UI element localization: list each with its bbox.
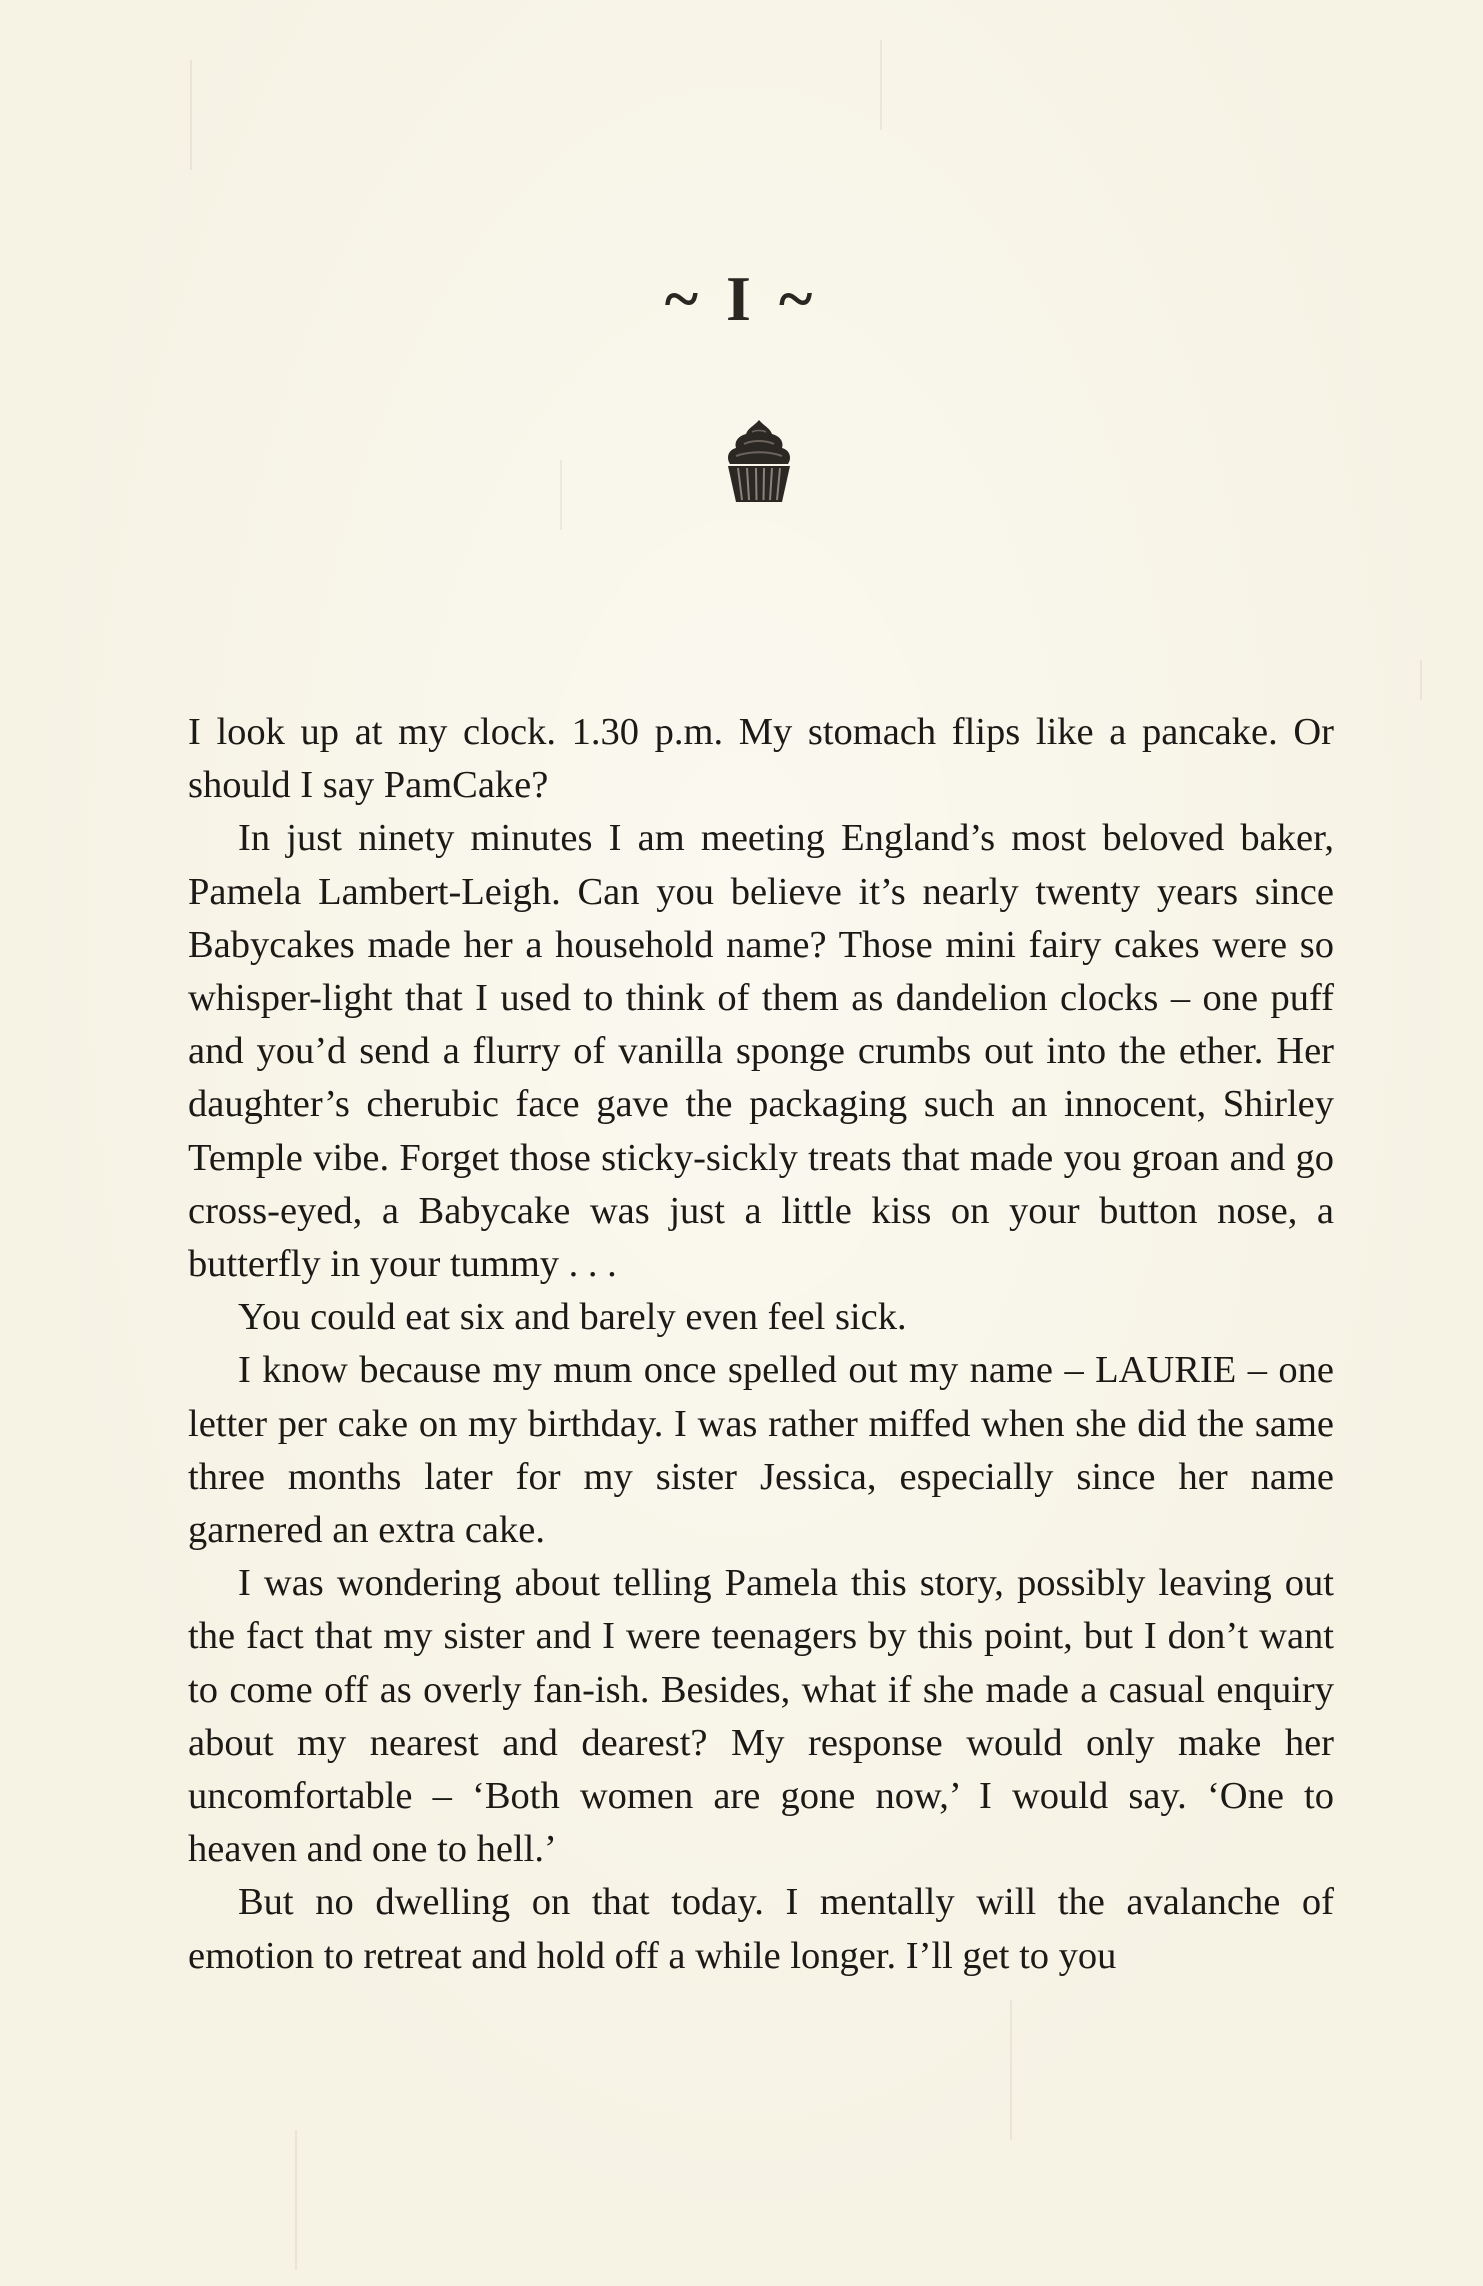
- show-through-mark: [560, 460, 562, 530]
- show-through-mark: [1010, 2000, 1012, 2140]
- chapter-heading: ~ I ~: [664, 263, 819, 334]
- show-through-mark: [1420, 660, 1422, 700]
- paragraph: I know because my mum once spelled out my name – LAURIE – one letter per cake on my birthday. I was rather miffed when she did the same three months later for my sister Jessica, especially since her name garnered an extra cake.: [188, 1349, 1334, 1552]
- paragraph: In just ninety minutes I am meeting England’s most beloved baker, Pamela Lambert-Leigh. Can you believe it’s nearly twenty years since Babycakes made her a household name? Those mini fairy cakes were so whisper-light that I used to think of them as dandelion clocks – one puff and you’d send a flurry of vanilla sponge crumbs out into the ether. Her daughter’s cherubic face gave the packaging such an innocent, Shirley Temple vibe. Forget those sticky-sickly treats that made you groan and go cross-eyed, a Babycake was just a little kiss on your button nose, a butterfly in your tummy . . .: [188, 817, 1334, 1286]
- paragraph: I look up at my clock. 1.30 p.m. My stomach flips like a pancake. Or should I say PamCake?: [188, 711, 1334, 807]
- show-through-mark: [880, 40, 882, 130]
- show-through-mark: [190, 60, 192, 170]
- body-text: [188, 706, 1334, 1983]
- paragraph: I was wondering about telling Pamela this story, possibly leaving out the fact that my sister and I were teenagers by this point, but I don’t want to come off as overly fan-ish. Besides, what if she made a casual enquiry about my nearest and dearest? My response would only make her uncomfortable – ‘Both women are gone now,’ I would say. ‘One to heaven and one to hell.’: [188, 1562, 1334, 1871]
- show-through-mark: [295, 2130, 297, 2270]
- paragraph: You could eat six and barely even feel sick.: [238, 1296, 907, 1339]
- paragraph: But no dwelling on that today. I mentally will the avalanche of emotion to retreat and hold off a while longer. I’ll get to you: [188, 1881, 1334, 1977]
- cupcake-icon: [724, 418, 794, 504]
